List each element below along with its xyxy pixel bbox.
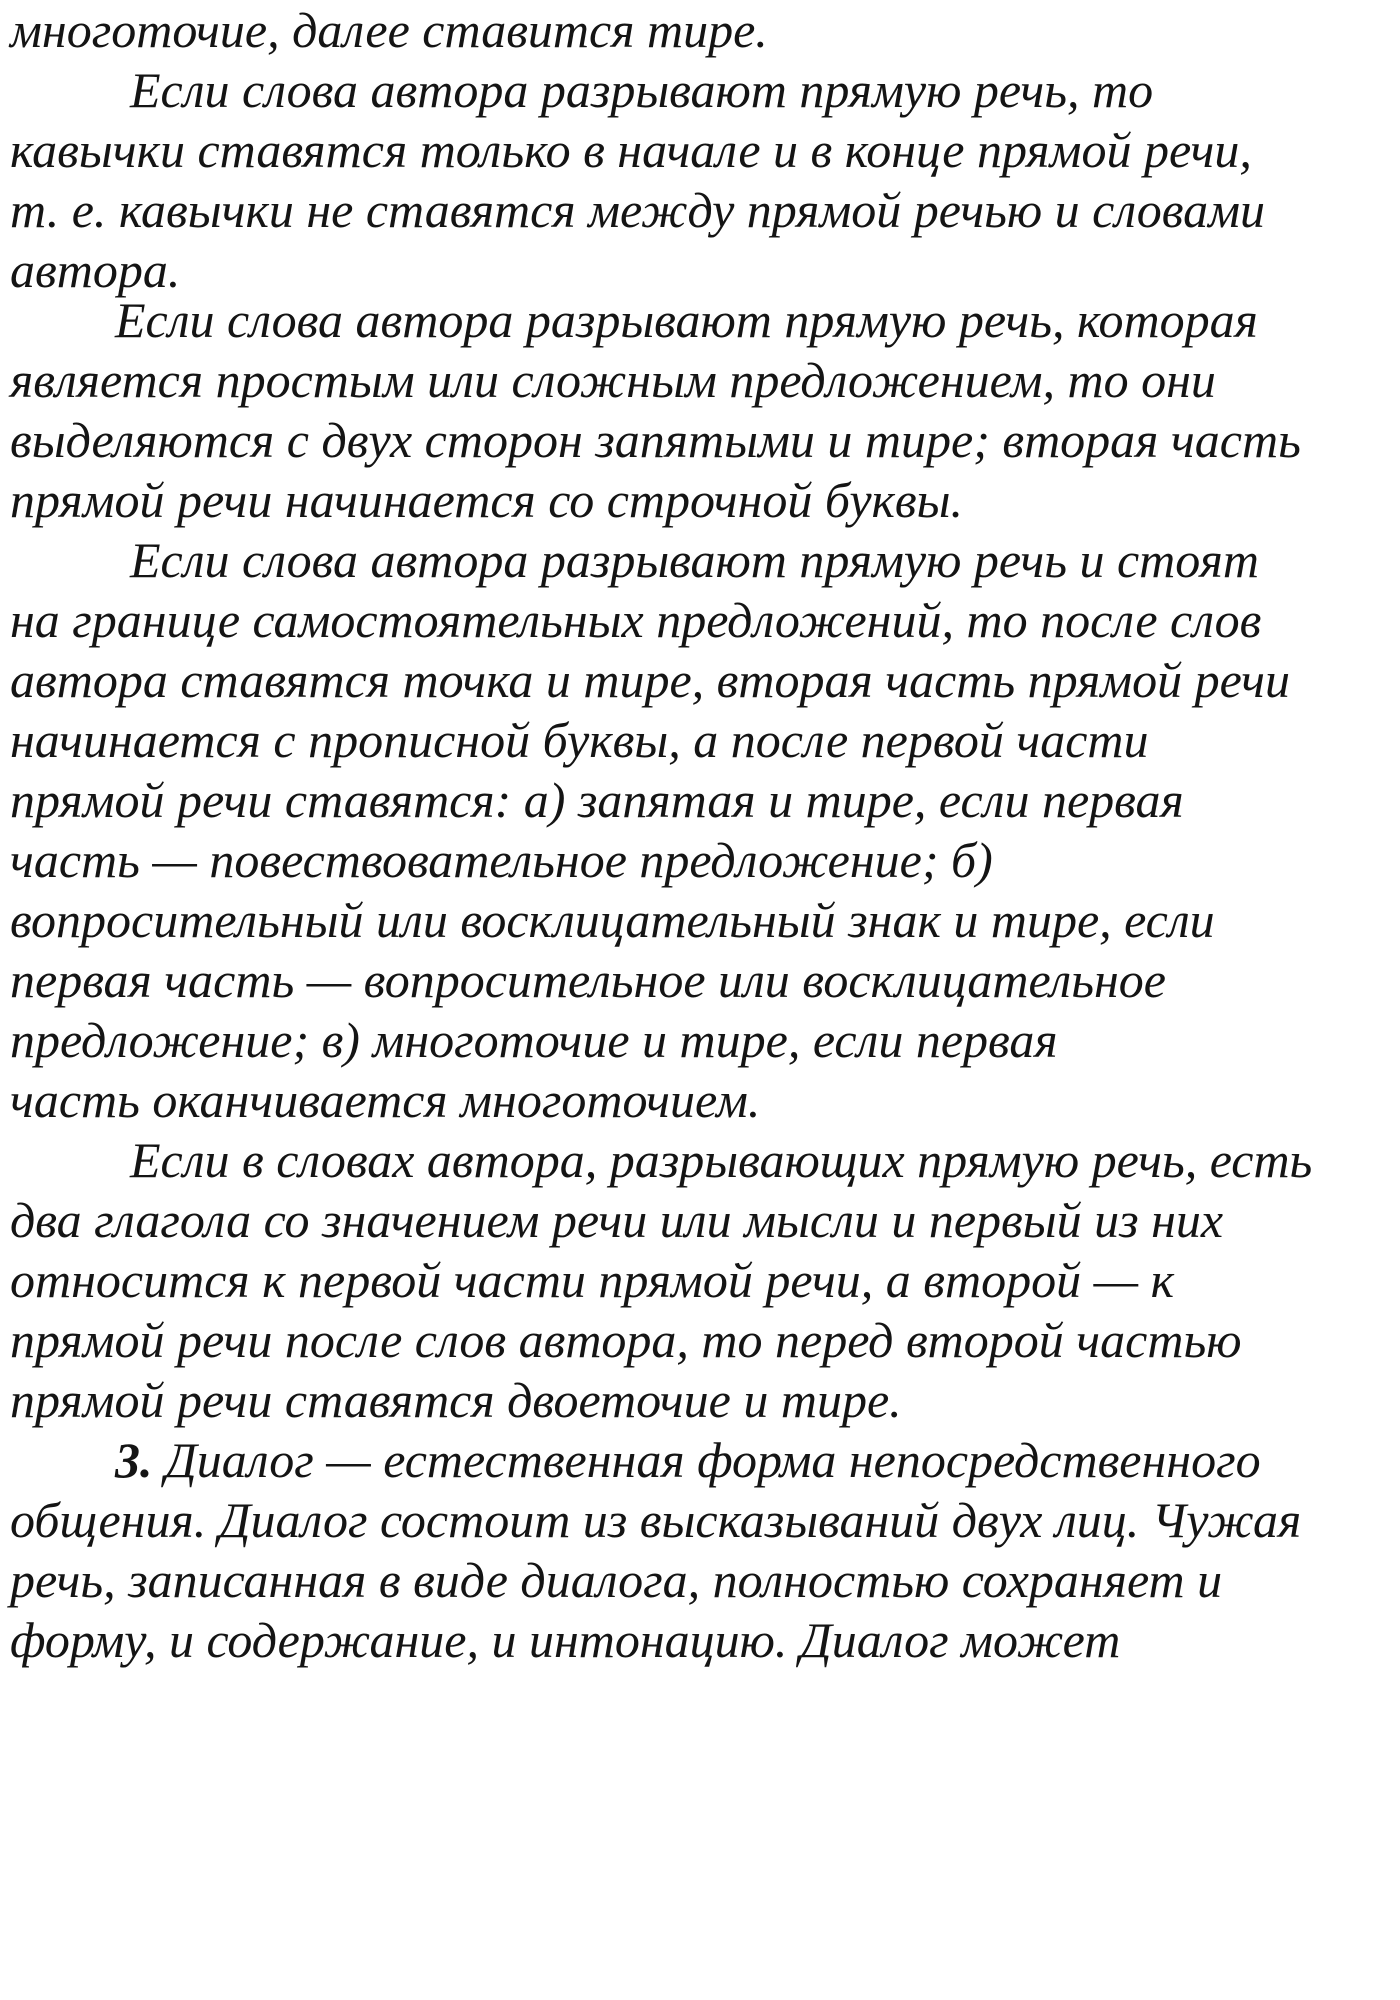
text-line: два глагола со значением речи или мысли и первый из них: [10, 1192, 1224, 1248]
text-line: форму, и содержание, и интонацию. Диалог может: [10, 1612, 1121, 1668]
paragraph-first-line: Если слова автора разрывают прямую речь, которая: [115, 292, 1258, 348]
text-line: относится к первой части прямой речи, а второй — к: [10, 1252, 1174, 1308]
text-line: автора ставятся точка и тире, вторая часть прямой речи: [10, 652, 1291, 708]
text-line: часть — повествовательное предложение; б): [10, 832, 993, 888]
text-line: прямой речи ставятся двоеточие и тире.: [10, 1372, 902, 1428]
paragraph-first-line: Если слова автора разрывают прямую речь, то: [130, 62, 1154, 118]
section-text: Диалог — естественная форма непосредственного: [165, 1432, 1261, 1488]
section-number: 3.: [115, 1432, 153, 1488]
text-line: выделяются с двух сторон запятыми и тире; вторая часть: [10, 412, 1301, 468]
text-line: прямой речи начинается со строчной буквы.: [10, 472, 964, 528]
text-line: прямой речи ставятся: а) запятая и тире, если первая: [10, 772, 1184, 828]
text-line: многоточие, далее ставится тире.: [10, 2, 768, 58]
text-line: прямой речи после слов автора, то перед второй частью: [10, 1312, 1242, 1368]
text-line: вопросительный или восклицательный знак и тире, если: [10, 892, 1215, 948]
text-line: первая часть — вопросительное или восклицательное: [10, 952, 1166, 1008]
text-line: предложение; в) многоточие и тире, если первая: [10, 1012, 1058, 1068]
text-line: кавычки ставятся только в начале и в конце прямой речи,: [10, 122, 1252, 178]
paragraph-first-line: Если в словах автора, разрывающих прямую речь, есть: [130, 1132, 1313, 1188]
text-line: автора.: [10, 242, 181, 298]
paragraph-first-line: Если слова автора разрывают прямую речь и стоят: [130, 532, 1259, 588]
text-line: является простым или сложным предложением, то они: [10, 352, 1216, 408]
text-line: часть оканчивается многоточием.: [10, 1072, 761, 1128]
text-line: т. е. кавычки не ставятся между прямой речью и словами: [10, 182, 1266, 238]
text-line: общения. Диалог состоит из высказываний двух лиц. Чужая: [10, 1492, 1302, 1548]
text-line: речь, записанная в виде диалога, полностью сохраняет и: [10, 1552, 1223, 1608]
text-line: начинается с прописной буквы, а после первой части: [10, 712, 1149, 768]
text-line: на границе самостоятельных предложений, то после слов: [10, 592, 1262, 648]
section-first-line: [115, 1430, 1261, 1490]
